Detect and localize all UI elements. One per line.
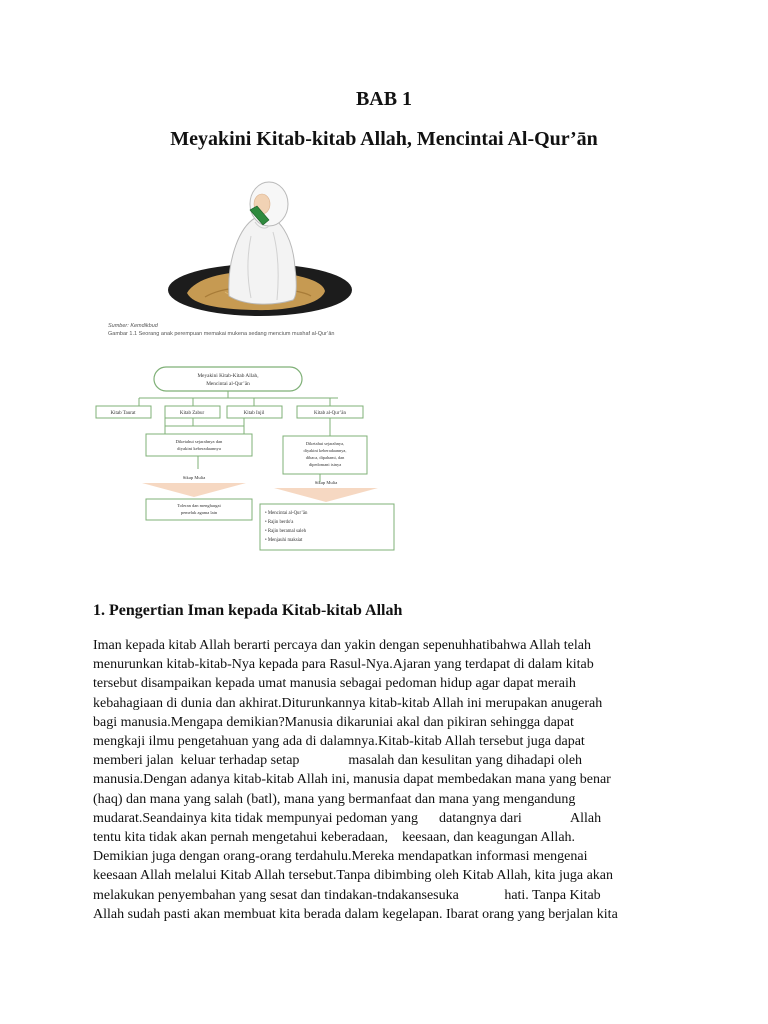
book-label-taurat: Kitab Taurat <box>110 411 136 416</box>
left-belief-line-1: Diketahui sejarahnya dan <box>175 439 223 444</box>
chapter-heading: BAB 1 <box>355 88 413 110</box>
book-label-quran: Kitab al-Qur’ān <box>314 411 346 416</box>
paragraph-line: manusia.Dengan adanya kitab-kitab Allah ini, manusia dapat membedakan mana yang benar <box>93 772 611 788</box>
figure-caption-text: Gambar 1.1 Seorang anak perempuan memakai mukena sedang mencium mushaf al-Qur’ān <box>108 330 335 337</box>
paragraph-line: Allah sudah pasti akan membuat kita berada dalam kegelapan. Ibarat orang yang berjalan kita <box>93 906 618 922</box>
right-result-item-3: • Rajin beramal saleh <box>265 529 306 534</box>
right-attitude-arrow <box>274 488 378 502</box>
paragraph-line: Demikian juga dengan orang-orang terdahulu.Mereka mendapatkan informasi mengenai <box>93 849 588 865</box>
paragraph-line: kebahagiaan di dunia dan akhirat.Diturunkannya kitab-kitab Allah ini merupakan anugerah <box>93 695 603 711</box>
paragraph-line: mengkaji ilmu pengetahuan yang ada di dalamnya.Kitab-kitab Allah tersebut juga dapat <box>93 734 585 750</box>
paragraph-line: menurunkan kitab-kitab-Nya kepada para Rasul-Nya.Ajaran yang terdapat di dalam kitab <box>93 657 594 673</box>
paragraph-line: tersebut disampaikan kepada umat manusia sebagai pedoman hidup agar dapat meraih <box>93 676 576 692</box>
right-attitude-label: Sikap Mulia <box>314 480 338 485</box>
book-label-zabur: Kitab Zabur <box>179 411 205 416</box>
paragraph-line: mudarat.Seandainya kita tidak mempunyai pedoman yang datangnya dari Allah <box>93 810 602 826</box>
right-belief-line-3: dibaca, dipahami, dan <box>305 455 345 460</box>
right-result-item-2: • Rajin berdo'a <box>265 520 294 525</box>
paragraph-line: keesaan Allah melalui Kitab Allah tersebut.Tanpa dibimbing oleh Kitab Allah, kita juga akan <box>93 868 613 884</box>
paragraph-line: Iman kepada kitab Allah berarti percaya dan yakin dengan sepenuhhatibahwa Allah telah <box>93 638 591 653</box>
left-belief-line-2: diyakini keberadaannya <box>177 446 221 451</box>
girl-praying-illustration <box>165 172 365 320</box>
paragraph-line: (haq) dan mana yang salah (batl), mana yang bermanfaat dan mana yang mengandung <box>93 791 576 807</box>
paragraph-line: melakukan penyembahan yang sesat dan tindakan-tndakansesuka hati. Tanpa Kitab <box>93 887 601 903</box>
right-belief-line-1: Diketahui sejarahnya, <box>305 441 345 446</box>
left-result-line-2: pemeluk agama lain <box>180 510 218 515</box>
figure-source: Sumber: Kemdikbud <box>108 323 158 329</box>
body-paragraph <box>93 636 683 924</box>
diagram-root-line-2: Mencintai al-Qur’ān <box>206 381 250 387</box>
paragraph-line: tentu kita tidak akan pernah mengetahui keberadaan, keesaan, dan keagungan Allah. <box>93 830 576 846</box>
chapter-title: Meyakini Kitab-kitab Allah, Mencintai Al-Qur’ān <box>170 128 598 150</box>
paragraph-line: bagi manusia.Mengapa demikian?Manusia dikaruniai akal dan pikiran sehingga dapat <box>93 714 574 730</box>
book-label-injil: Kitab Injil <box>243 411 265 416</box>
left-result-line-1: Toleran dan menghargai <box>177 503 221 508</box>
right-result-item-1: • Mencintai al-Qur’ān <box>265 511 308 516</box>
right-result-item-4: • Menjauhi maksiat <box>265 538 303 543</box>
diagram-root-line-1: Meyakini Kitab-Kitab Allah, <box>197 373 259 379</box>
left-attitude-arrow <box>142 483 246 497</box>
figure-caption <box>108 323 334 338</box>
left-belief-box <box>146 434 252 456</box>
section-heading: 1. Pengertian Iman kepada Kitab-kitab Allah <box>93 602 403 619</box>
paragraph-line: memberi jalan keluar terhadap setap masalah dan kesulitan yang dihadapi oleh <box>93 753 583 769</box>
diagram-root-box <box>154 367 302 391</box>
concept-diagram <box>90 362 410 562</box>
right-belief-line-4: dipedomani isinya <box>308 462 342 467</box>
left-attitude-label: Sikap Mulia <box>182 475 206 480</box>
right-belief-line-2: diyakini keberadaannya, <box>303 448 347 453</box>
